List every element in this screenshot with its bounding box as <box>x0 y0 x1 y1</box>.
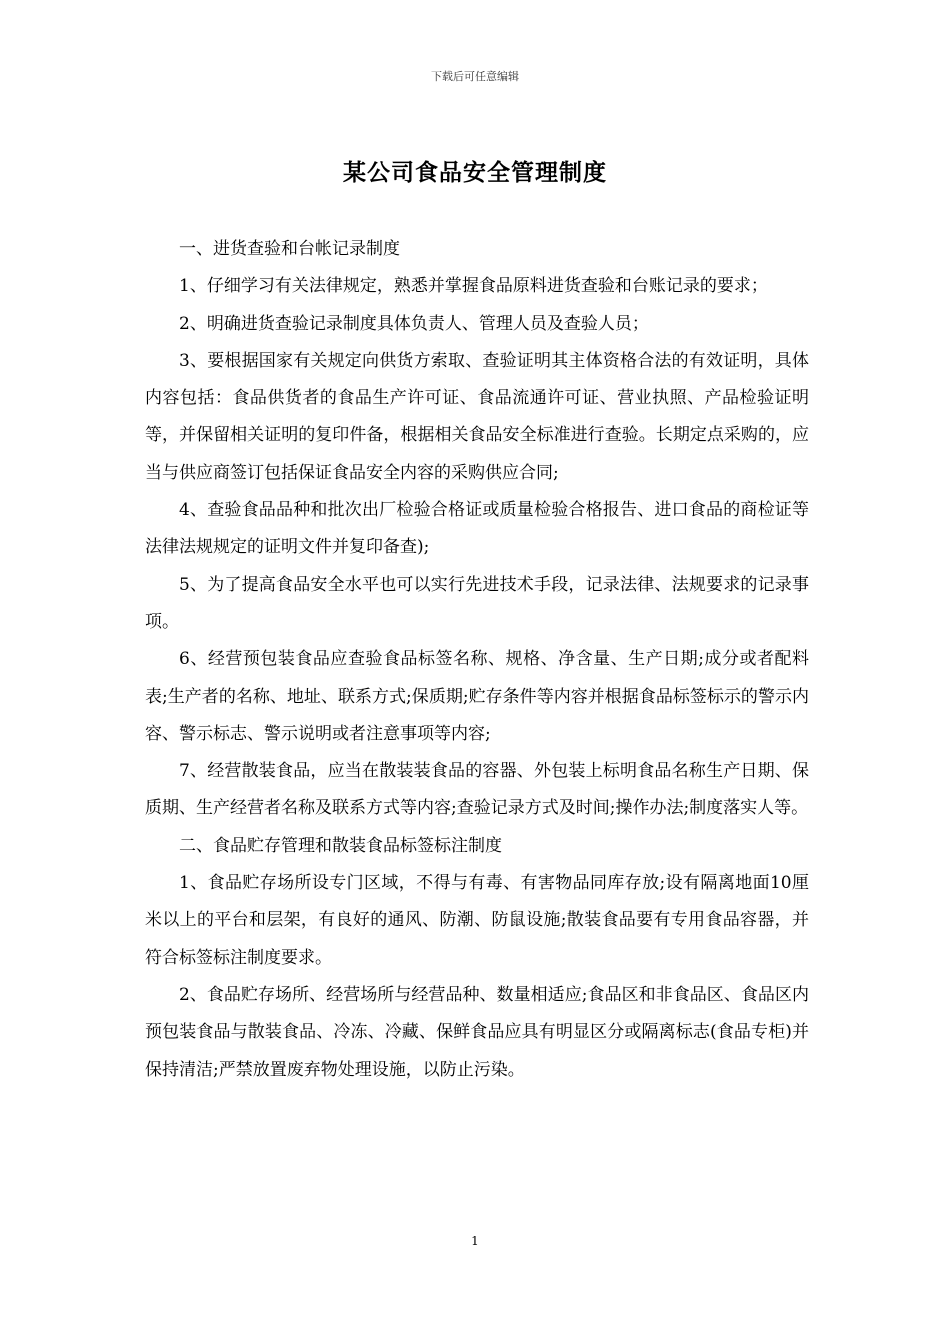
section-heading-1: 一、进货查验和台帐记录制度 <box>179 239 400 259</box>
document-title: 某公司食品安全管理制度 <box>343 160 607 186</box>
paragraph: 2、明确进货查验记录制度具体负责人、管理人员及查验人员； <box>179 313 649 334</box>
paragraph: 7、经营散装食品，应当在散装装食品的容器、外包装上标明食品名称生产日期、保质期、生产经营者名称及联系方式等内容;查验记录方式及时间;操作办法;制度落实人等。 <box>145 761 809 819</box>
paragraph: 4、查验食品品种和批次出厂检验合格证或质量检验合格报告、进口食品的商检证等法律法规规定的证明文件并复印备查); <box>145 500 809 558</box>
page-number: 1 <box>471 1234 479 1248</box>
paragraph: 6、经营预包装食品应查验食品标签名称、规格、净含量、生产日期;成分或者配料表;生产者的名称、地址、联系方式;保质期;贮存条件等内容并根据食品标签标示的警示内容、警示标志、警示说明或者注意事项等内容; <box>145 649 809 744</box>
paragraph: 5、为了提高食品安全水平也可以实行先进技术手段，记录法律、法规要求的记录事项。 <box>145 574 809 632</box>
section-heading-2: 二、食品贮存管理和散装食品标签标注制度 <box>179 835 502 856</box>
document-body <box>145 231 809 1089</box>
paragraph: 3、要根据国家有关规定向供货方索取、查验证明其主体资格合法的有效证明，具体内容包括：食品供货者的食品生产许可证、食品流通许可证、营业执照、产品检验证明等，并保留相关证明的复印件备，根据相关食品安全标准进行查验。长期定点采购的，应当与供应商签订包括保证食品安全内容的采购供应合同; <box>145 350 809 483</box>
paragraph: 1、食品贮存场所设专门区域，不得与有毒、有害物品同库存放;设有隔离地面10厘米以上的平台和层架，有良好的通风、防潮、防鼠设施;散装食品要有专用食品容器，并符合标签标注制度要求。 <box>145 873 809 968</box>
page-header-note: 下载后可任意编辑 <box>431 70 519 83</box>
paragraph: 1、仔细学习有关法律规定，熟悉并掌握食品原料进货查验和台账记录的要求； <box>179 276 768 297</box>
paragraph: 2、食品贮存场所、经营场所与经营品种、数量相适应;食品区和非食品区、食品区内预包装食品与散装食品、冷冻、冷藏、保鲜食品应具有明显区分或隔离标志(食品专柜)并保持清洁;严禁放置废弃物处理设施，以防止污染。 <box>145 984 809 1080</box>
